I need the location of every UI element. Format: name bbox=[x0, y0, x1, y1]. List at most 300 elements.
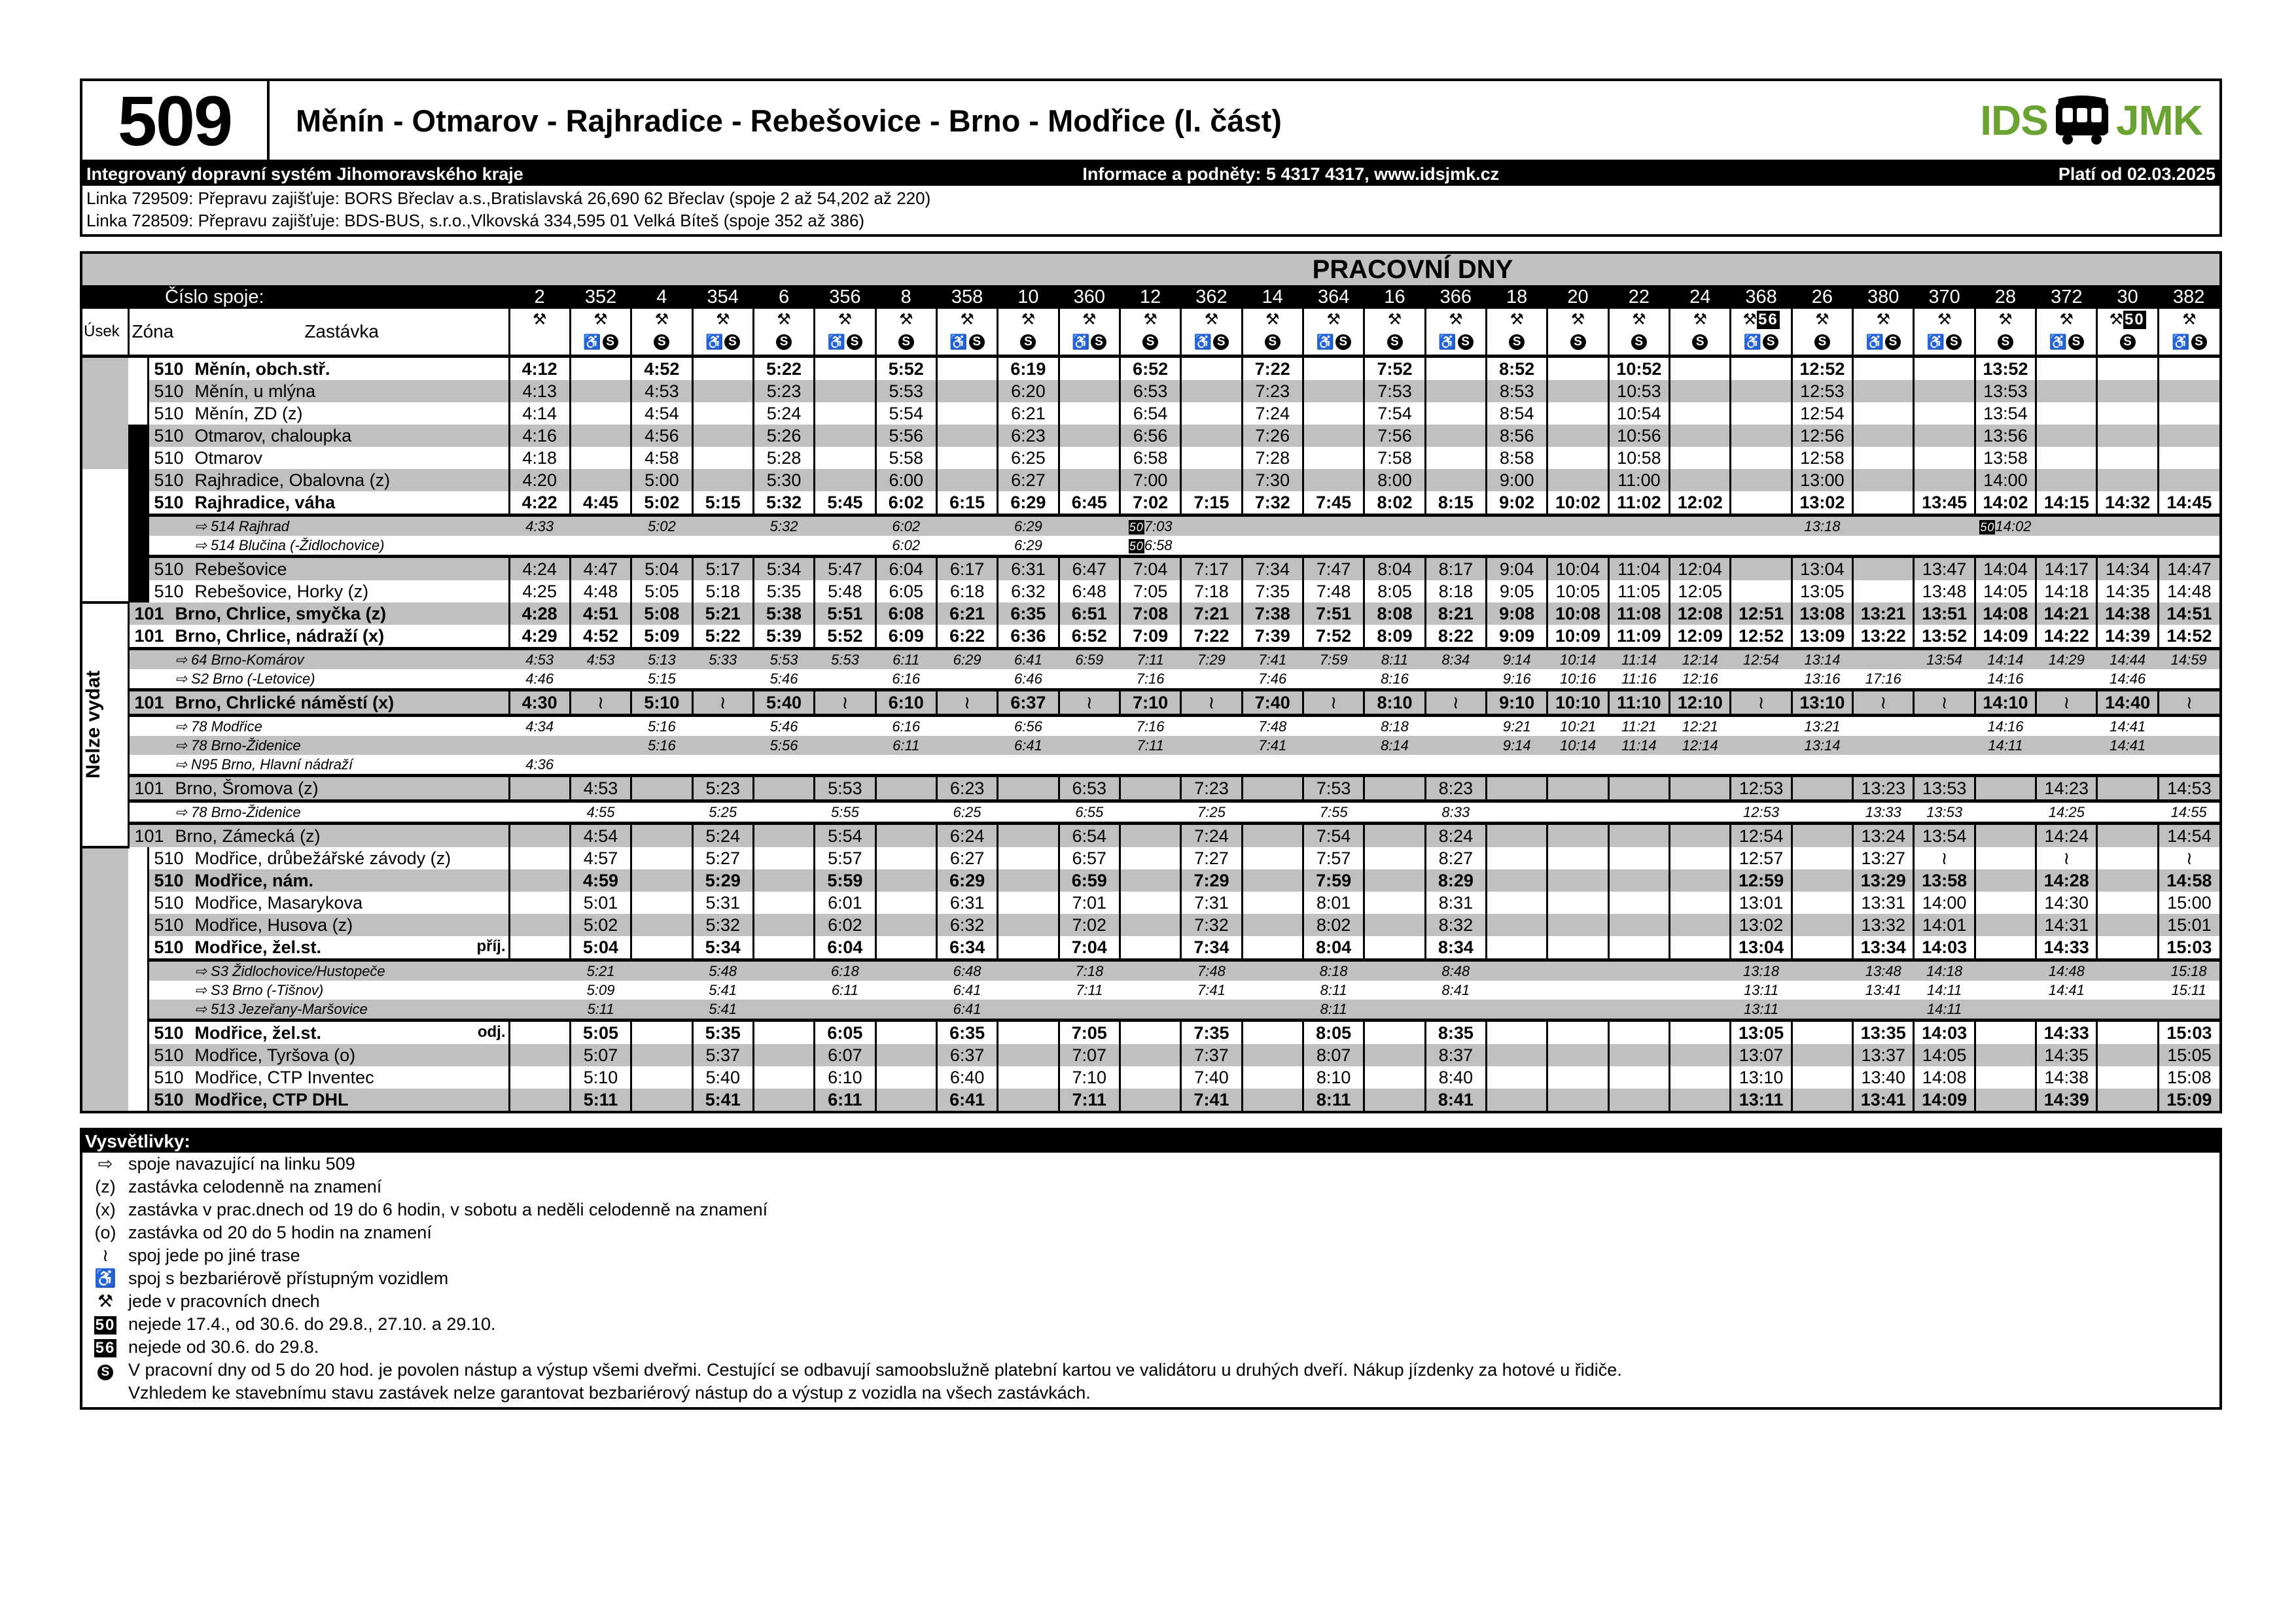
zone-bar bbox=[128, 847, 148, 1111]
different-route-icon: ≀ bbox=[1208, 692, 1215, 712]
time-value: 7:31 bbox=[1194, 892, 1229, 913]
time-cell bbox=[1792, 357, 1852, 381]
time-cell bbox=[1853, 981, 1914, 1000]
zone-number: 510 bbox=[154, 1089, 184, 1109]
time-cell bbox=[1425, 801, 1486, 824]
time-cell bbox=[998, 536, 1059, 557]
time-cell bbox=[1364, 847, 1425, 869]
time-cell bbox=[936, 580, 997, 602]
trip-icons bbox=[875, 309, 936, 357]
time-cell bbox=[1547, 755, 1608, 776]
time-value: 6:22 bbox=[949, 625, 985, 646]
time-cell bbox=[1425, 625, 1486, 649]
time-cell bbox=[692, 469, 753, 491]
time-cell bbox=[1792, 469, 1852, 491]
time-cell bbox=[1181, 1066, 1242, 1089]
time-value: 10:21 bbox=[1560, 718, 1597, 735]
time-cell bbox=[1364, 625, 1425, 649]
time-cell bbox=[1303, 357, 1364, 381]
connection-row bbox=[82, 981, 2219, 1000]
time-cell bbox=[936, 402, 997, 425]
time-cell bbox=[692, 1066, 753, 1089]
time-value: 13:01 bbox=[1739, 892, 1784, 913]
time-cell bbox=[1975, 960, 2036, 981]
time-cell bbox=[1975, 1000, 2036, 1021]
time-cell bbox=[570, 1000, 631, 1021]
different-route-icon: ≀ bbox=[1941, 848, 1948, 868]
s-circle-icon: S bbox=[2120, 334, 2136, 350]
time-cell bbox=[692, 557, 753, 581]
stop-label: Modřice, Husova (z) bbox=[194, 915, 353, 935]
time-cell bbox=[1303, 669, 1364, 690]
legend-text: jede v pracovních dnech bbox=[128, 1291, 320, 1311]
time-value: 7:47 bbox=[1316, 559, 1351, 579]
time-cell bbox=[1059, 669, 1120, 690]
time-value: 7:54 bbox=[1377, 403, 1412, 423]
time-cell bbox=[1547, 1000, 1608, 1021]
time-cell bbox=[1120, 491, 1180, 515]
time-value: 13:40 bbox=[1861, 1067, 1906, 1087]
time-cell bbox=[998, 716, 1059, 737]
time-value: 7:10 bbox=[1133, 692, 1169, 712]
time-cell bbox=[875, 1066, 936, 1089]
time-cell bbox=[2097, 736, 2158, 755]
connection-destination: Blučina (-Židlochovice) bbox=[238, 536, 385, 553]
time-cell bbox=[753, 1066, 814, 1089]
time-value: 8:18 bbox=[1438, 581, 1474, 601]
time-cell bbox=[2036, 536, 2097, 557]
time-value: 14:11 bbox=[1988, 737, 2023, 754]
time-cell bbox=[570, 892, 631, 914]
time-cell bbox=[1120, 1044, 1180, 1066]
time-cell bbox=[1853, 960, 1914, 981]
usek-header: Úsek bbox=[82, 309, 128, 357]
time-cell bbox=[1547, 847, 1608, 869]
time-cell bbox=[570, 515, 631, 536]
stop-row bbox=[82, 1044, 2219, 1066]
time-cell bbox=[1731, 625, 1792, 649]
time-value: 10:02 bbox=[1555, 492, 1601, 512]
operator-line: Linka 729509: Přepravu zajišťuje: BORS Břeclav a.s.,Bratislavská 26,690 62 Břeclav (spoje 2 až 54,202 až 220) bbox=[86, 188, 931, 208]
time-value: 4:54 bbox=[583, 826, 618, 846]
zone-number: 510 bbox=[154, 425, 184, 445]
time-value: 8:34 bbox=[1441, 651, 1470, 668]
time-cell bbox=[1487, 515, 1547, 536]
time-cell bbox=[1059, 1089, 1120, 1111]
hammers-workday-icon: ⚒ bbox=[1570, 311, 1585, 328]
time-cell bbox=[1242, 380, 1303, 402]
time-value: 4:56 bbox=[645, 425, 679, 445]
stop-label: Brno, Chrlice, smyčka (z) bbox=[175, 603, 387, 623]
time-cell bbox=[998, 801, 1059, 824]
time-cell bbox=[1975, 736, 2036, 755]
time-cell bbox=[570, 960, 631, 981]
trip-icons bbox=[1608, 309, 1669, 357]
time-cell bbox=[2158, 869, 2219, 892]
time-cell bbox=[1487, 914, 1547, 936]
time-value: 5:02 bbox=[644, 492, 680, 512]
trip-number-row bbox=[82, 285, 2219, 309]
time-cell bbox=[753, 1021, 814, 1045]
time-cell bbox=[1181, 776, 1242, 801]
time-cell bbox=[1487, 536, 1547, 557]
connection-arrow-icon: ⇨ bbox=[175, 651, 192, 668]
time-value: 7:56 bbox=[1377, 425, 1412, 445]
time-cell bbox=[1547, 447, 1608, 469]
time-cell bbox=[1731, 936, 1792, 960]
time-cell bbox=[1364, 602, 1425, 625]
time-cell bbox=[1914, 1021, 1975, 1045]
time-cell bbox=[1303, 425, 1364, 447]
time-cell bbox=[2158, 690, 2219, 716]
time-cell bbox=[1608, 447, 1669, 469]
time-cell bbox=[1547, 380, 1608, 402]
time-value: 6:32 bbox=[949, 915, 985, 935]
time-cell bbox=[998, 580, 1059, 602]
time-cell bbox=[1303, 1066, 1364, 1089]
time-cell bbox=[631, 1044, 692, 1066]
time-cell bbox=[1181, 801, 1242, 824]
time-cell bbox=[1547, 776, 1608, 801]
time-value: 6:17 bbox=[949, 559, 985, 579]
time-cell bbox=[570, 469, 631, 491]
time-cell bbox=[692, 869, 753, 892]
trip-features bbox=[1548, 331, 1607, 353]
time-cell bbox=[1914, 824, 1975, 848]
time-cell bbox=[1547, 960, 1608, 981]
time-cell bbox=[1608, 1044, 1669, 1066]
time-cell bbox=[1608, 892, 1669, 914]
trip-icons bbox=[815, 309, 875, 357]
time-value: 14:48 bbox=[2167, 581, 2212, 601]
time-value: 4:45 bbox=[583, 492, 619, 512]
time-cell bbox=[1120, 736, 1180, 755]
time-cell bbox=[570, 649, 631, 670]
time-cell bbox=[815, 1021, 875, 1045]
time-value: 6:45 bbox=[1071, 492, 1107, 512]
time-cell bbox=[2097, 649, 2158, 670]
time-cell bbox=[1547, 736, 1608, 755]
time-value: 13:04 bbox=[1800, 559, 1845, 579]
time-cell bbox=[1853, 716, 1914, 737]
time-cell bbox=[1487, 1066, 1547, 1089]
time-value: 5:46 bbox=[769, 718, 798, 735]
time-value: 9:09 bbox=[1499, 625, 1535, 646]
time-cell bbox=[998, 625, 1059, 649]
time-cell bbox=[1670, 557, 1731, 581]
time-cell bbox=[815, 776, 875, 801]
time-cell bbox=[1731, 960, 1792, 981]
time-cell bbox=[2036, 776, 2097, 801]
time-cell bbox=[875, 402, 936, 425]
time-cell bbox=[509, 892, 570, 914]
time-cell bbox=[1853, 892, 1914, 914]
time-cell bbox=[631, 960, 692, 981]
time-cell bbox=[631, 515, 692, 536]
badge-56-icon: 56 bbox=[1757, 311, 1778, 328]
time-cell bbox=[1242, 580, 1303, 602]
legend-text: spoj jede po jiné trase bbox=[128, 1246, 300, 1265]
time-value: 13:05 bbox=[1800, 581, 1845, 601]
time-cell bbox=[1242, 649, 1303, 670]
time-cell bbox=[875, 736, 936, 755]
trip-flags bbox=[1731, 309, 1790, 331]
time-cell bbox=[1547, 801, 1608, 824]
time-cell bbox=[2158, 1021, 2219, 1045]
time-value: 8:18 bbox=[1381, 718, 1409, 735]
trip-flags bbox=[1243, 309, 1302, 331]
stop-row bbox=[82, 357, 2219, 381]
trip-features bbox=[1121, 331, 1180, 353]
time-cell bbox=[998, 380, 1059, 402]
time-cell bbox=[998, 847, 1059, 869]
time-cell bbox=[1853, 402, 1914, 425]
time-value: 4:12 bbox=[521, 358, 557, 379]
time-cell bbox=[509, 776, 570, 801]
zone-number: 510 bbox=[154, 492, 184, 512]
time-value: 8:15 bbox=[1438, 492, 1474, 512]
time-cell bbox=[1487, 847, 1547, 869]
time-value: 5:58 bbox=[889, 447, 924, 468]
time-cell bbox=[1608, 1089, 1669, 1111]
time-cell bbox=[1914, 801, 1975, 824]
time-cell bbox=[936, 469, 997, 491]
hammers-workday-icon: ⚒ bbox=[960, 311, 974, 328]
time-cell bbox=[1547, 1021, 1608, 1045]
time-cell bbox=[1181, 736, 1242, 755]
time-cell bbox=[1181, 469, 1242, 491]
trip-icons bbox=[1853, 309, 1914, 357]
time-cell bbox=[1425, 515, 1486, 536]
time-cell bbox=[753, 447, 814, 469]
time-cell bbox=[1608, 402, 1669, 425]
time-value: 12:54 bbox=[1739, 826, 1784, 846]
time-value: 15:08 bbox=[2167, 1067, 2212, 1087]
time-cell bbox=[570, 669, 631, 690]
wheelchair-icon: ♿ bbox=[1865, 334, 1884, 350]
time-cell bbox=[1853, 755, 1914, 776]
time-cell bbox=[1975, 602, 2036, 625]
time-cell bbox=[1792, 869, 1852, 892]
operators bbox=[80, 186, 2222, 237]
time-value: 4:36 bbox=[525, 756, 554, 773]
time-value: 8:37 bbox=[1438, 1045, 1474, 1065]
time-cell bbox=[936, 1021, 997, 1045]
different-route-icon: ≀ bbox=[841, 692, 849, 712]
time-cell bbox=[815, 960, 875, 981]
connection-label bbox=[195, 1001, 368, 1017]
time-value: 4:55 bbox=[586, 803, 615, 820]
time-cell bbox=[1242, 1021, 1303, 1045]
stop-name bbox=[148, 960, 509, 981]
trip-features bbox=[1243, 331, 1302, 353]
zone-number: 101 bbox=[134, 826, 164, 846]
time-cell bbox=[1487, 402, 1547, 425]
time-value: 14:29 bbox=[2048, 651, 2085, 668]
time-value: 6:58 bbox=[1144, 536, 1173, 553]
time-cell bbox=[1487, 425, 1547, 447]
time-value: 5:10 bbox=[644, 692, 680, 712]
time-value: 8:48 bbox=[1441, 962, 1470, 979]
time-value: 12:08 bbox=[1677, 603, 1723, 623]
time-value: 13:18 bbox=[1743, 962, 1780, 979]
time-cell bbox=[1670, 847, 1731, 869]
time-value: 13:58 bbox=[1983, 447, 2028, 468]
time-value: 10:05 bbox=[1555, 581, 1600, 601]
time-value: 14:30 bbox=[2044, 892, 2089, 913]
time-cell bbox=[1731, 491, 1792, 515]
time-cell bbox=[1975, 801, 2036, 824]
stop-name bbox=[148, 402, 509, 425]
time-value: 10:10 bbox=[1555, 692, 1601, 712]
time-cell bbox=[1303, 690, 1364, 716]
time-cell bbox=[1975, 625, 2036, 649]
time-cell bbox=[815, 914, 875, 936]
time-cell bbox=[1120, 357, 1180, 381]
time-cell bbox=[2158, 580, 2219, 602]
time-value: 13:29 bbox=[1860, 870, 1906, 890]
time-cell bbox=[1487, 491, 1547, 515]
time-cell bbox=[1487, 869, 1547, 892]
time-cell bbox=[1731, 402, 1792, 425]
time-value: 6:59 bbox=[1071, 870, 1107, 890]
time-cell bbox=[1792, 557, 1852, 581]
stop-name bbox=[148, 557, 509, 581]
time-value: 9:21 bbox=[1502, 718, 1531, 735]
time-cell bbox=[1059, 824, 1120, 848]
time-cell bbox=[1914, 776, 1975, 801]
time-value: 7:30 bbox=[1255, 470, 1290, 490]
trip-features bbox=[1182, 331, 1241, 353]
time-cell bbox=[1487, 602, 1547, 625]
s-circle-icon: S bbox=[603, 334, 618, 350]
legend-text: zastávka celodenně na znamení bbox=[128, 1177, 382, 1196]
time-cell bbox=[753, 536, 814, 557]
time-cell bbox=[1792, 1044, 1852, 1066]
time-cell bbox=[1181, 824, 1242, 848]
s-circle-icon: S bbox=[969, 334, 985, 350]
time-cell bbox=[753, 755, 814, 776]
time-value: 7:41 bbox=[1258, 737, 1287, 754]
time-cell bbox=[1120, 936, 1180, 960]
time-value: 6:40 bbox=[949, 1067, 985, 1087]
time-value: 5:53 bbox=[769, 651, 798, 668]
time-value: 7:18 bbox=[1075, 962, 1104, 979]
stop-name bbox=[148, 914, 509, 936]
stop-label: Modřice, Tyršova (o) bbox=[194, 1045, 356, 1065]
time-cell bbox=[1487, 447, 1547, 469]
stop-row bbox=[82, 402, 2219, 425]
time-value: 8:32 bbox=[1438, 915, 1474, 935]
time-cell bbox=[1242, 776, 1303, 801]
legend-text: Vzhledem ke stavebnímu stavu zastávek nelze garantovat bezbariérový nástup do a výstup z vozidla na všech zastávkách. bbox=[128, 1383, 1091, 1403]
time-value: 13:53 bbox=[1926, 803, 1963, 820]
time-cell bbox=[2158, 469, 2219, 491]
time-value: 12:57 bbox=[1739, 848, 1784, 868]
time-cell bbox=[509, 380, 570, 402]
time-cell bbox=[1364, 357, 1425, 381]
time-value: 4:13 bbox=[522, 381, 557, 401]
time-cell bbox=[570, 801, 631, 824]
s-circle-icon: S bbox=[2068, 334, 2084, 350]
time-cell bbox=[1547, 557, 1608, 581]
time-cell bbox=[1425, 536, 1486, 557]
time-cell bbox=[1608, 357, 1669, 381]
time-cell bbox=[1670, 914, 1731, 936]
s-circle-icon: S bbox=[1020, 334, 1036, 350]
time-value: 5:37 bbox=[705, 1045, 740, 1065]
time-cell bbox=[998, 960, 1059, 981]
time-cell bbox=[2097, 869, 2158, 892]
stop-row bbox=[82, 936, 2219, 960]
time-value: 7:11 bbox=[1137, 737, 1164, 754]
time-value: 4:24 bbox=[522, 559, 557, 579]
time-cell bbox=[998, 936, 1059, 960]
time-value: 13:58 bbox=[1922, 870, 1968, 890]
time-value: 13:05 bbox=[1739, 1022, 1784, 1043]
time-cell bbox=[875, 447, 936, 469]
time-cell bbox=[753, 557, 814, 581]
time-cell bbox=[570, 357, 631, 381]
time-cell bbox=[570, 847, 631, 869]
time-cell bbox=[1364, 1089, 1425, 1111]
time-cell bbox=[1731, 981, 1792, 1000]
time-cell bbox=[2158, 669, 2219, 690]
stop-label: Rajhradice, Obalovna (z) bbox=[194, 470, 391, 490]
time-cell bbox=[1608, 847, 1669, 869]
s-circle-icon bbox=[82, 1359, 128, 1382]
time-value: 5:27 bbox=[705, 848, 740, 868]
time-value: 11:10 bbox=[1617, 692, 1661, 712]
different-route-icon: ≀ bbox=[2185, 692, 2193, 712]
connection-line: N95 bbox=[191, 756, 218, 773]
time-value: 8:04 bbox=[1316, 937, 1352, 957]
time-cell bbox=[1608, 425, 1669, 447]
time-value: 7:59 bbox=[1316, 870, 1352, 890]
trip-flags bbox=[1610, 309, 1669, 331]
time-value: 6:07 bbox=[828, 1045, 862, 1065]
stop-label: Rebešovice bbox=[194, 559, 287, 579]
time-cell bbox=[936, 669, 997, 690]
time-cell bbox=[1853, 380, 1914, 402]
time-value: 7:57 bbox=[1316, 848, 1351, 868]
legend-item bbox=[82, 1176, 2219, 1198]
time-cell bbox=[753, 602, 814, 625]
trip-icons bbox=[2158, 309, 2219, 357]
trip-number: 380 bbox=[1853, 285, 1914, 309]
time-value: 8:18 bbox=[1319, 962, 1348, 979]
time-cell bbox=[1364, 649, 1425, 670]
time-value: 5:01 bbox=[583, 892, 618, 913]
time-value: 5:41 bbox=[709, 981, 737, 998]
time-cell bbox=[509, 690, 570, 716]
route-title: Měnín - Otmarov - Rajhradice - Rebešovice - Brno - Modřice (I. část) bbox=[296, 103, 1282, 138]
time-value: 12:52 bbox=[1799, 358, 1845, 379]
time-cell bbox=[936, 357, 997, 381]
time-cell bbox=[692, 515, 753, 536]
time-cell bbox=[631, 425, 692, 447]
time-value: 12:51 bbox=[1739, 603, 1784, 623]
time-cell bbox=[1181, 847, 1242, 869]
time-cell bbox=[1853, 801, 1914, 824]
time-cell bbox=[1608, 1066, 1669, 1089]
time-cell bbox=[875, 716, 936, 737]
time-value: 13:31 bbox=[1861, 892, 1906, 913]
time-value: 13:18 bbox=[1804, 517, 1841, 534]
trip-icons bbox=[1059, 309, 1120, 357]
time-cell bbox=[1914, 536, 1975, 557]
time-value: 6:35 bbox=[949, 1022, 985, 1043]
